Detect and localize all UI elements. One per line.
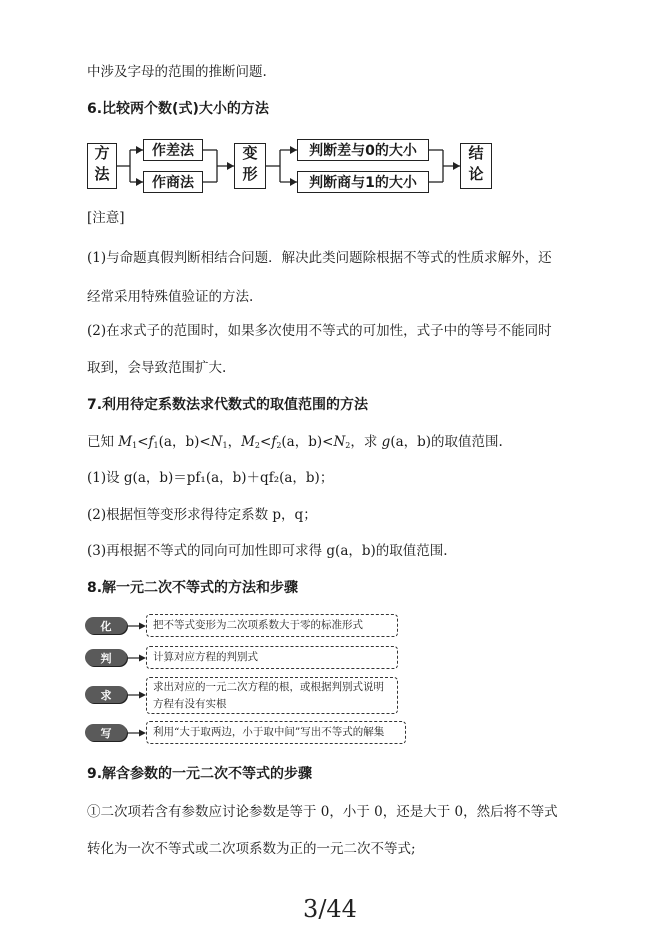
difference-method-box: 作差法 — [143, 139, 203, 161]
section-7-step-2: (2)根据恒等变形求得待定系数 p，q； — [87, 507, 317, 523]
step-write-box: 利用“大于取两边，小于取中间”写出不等式的解集 — [146, 721, 406, 744]
step-simplify-box: 把不等式变形为二次项系数大于零的标准形式 — [146, 614, 398, 637]
heading-7: 7.利用待定系数法求代数式的取值范围的方法 — [87, 397, 369, 413]
note-1-line-b: 经常采用特殊值验证的方法. — [87, 289, 254, 305]
note-2-line-a: (2)在求式子的范围时，如果多次使用不等式的可加性，式子中的等号不能同时 — [87, 323, 552, 339]
section-7-given: 已知 $M_1<f_1(a$，$b)<N_1$，$M_2<f_2(a$，$b)<N_2$，求 g(a，b)的取值范围. — [87, 434, 503, 450]
note-label: [注意] — [87, 210, 125, 226]
judge-difference-box: 判断差与0的大小 — [297, 139, 429, 161]
heading-8: 8.解一元二次不等式的方法和步骤 — [87, 580, 299, 596]
step-tag-solve: 求 — [85, 686, 127, 703]
section-7-step-1: (1)设 g(a，b)＝pf₁(a，b)＋qf₂(a，b)； — [87, 470, 334, 486]
note-1-line-a: (1)与命题真假判断相结合问题．解决此类问题除根据不等式的性质求解外，还 — [87, 250, 552, 266]
note-2-line-b: 取到，会导致范围扩大. — [87, 360, 227, 376]
intro-line: 中涉及字母的范围的推断问题. — [87, 64, 267, 80]
judge-quotient-box: 判断商与1的大小 — [297, 171, 429, 193]
heading-6: 6.比较两个数(式)大小的方法 — [87, 101, 269, 117]
step-tag-discriminant: 判 — [85, 649, 127, 666]
section-9-line-a: ①二次项若含有参数应讨论参数是等于 0，小于 0，还是大于 0，然后将不等式 — [87, 804, 558, 820]
section-9-line-b: 转化为一次不等式或二次项系数为正的一元二次不等式; — [87, 841, 416, 857]
step-tag-simplify: 化 — [85, 617, 127, 634]
method-box: 方法 — [87, 143, 117, 189]
step-tag-write: 写 — [85, 724, 127, 741]
step-solve-box: 求出对应的一元二次方程的根，或根据判别式说明方程有没有实根 — [146, 677, 398, 714]
step-discriminant-box: 计算对应方程的判别式 — [146, 646, 398, 669]
section-7-step-3: (3)再根据不等式的同向可加性即可求得 g(a，b)的取值范围. — [87, 543, 448, 559]
quotient-method-box: 作商法 — [143, 171, 203, 193]
conclusion-box: 结论 — [460, 143, 492, 189]
heading-9: 9.解含参数的一元二次不等式的步骤 — [87, 766, 313, 782]
page-number: 3/44 — [303, 895, 357, 923]
transform-box: 变形 — [234, 143, 266, 189]
